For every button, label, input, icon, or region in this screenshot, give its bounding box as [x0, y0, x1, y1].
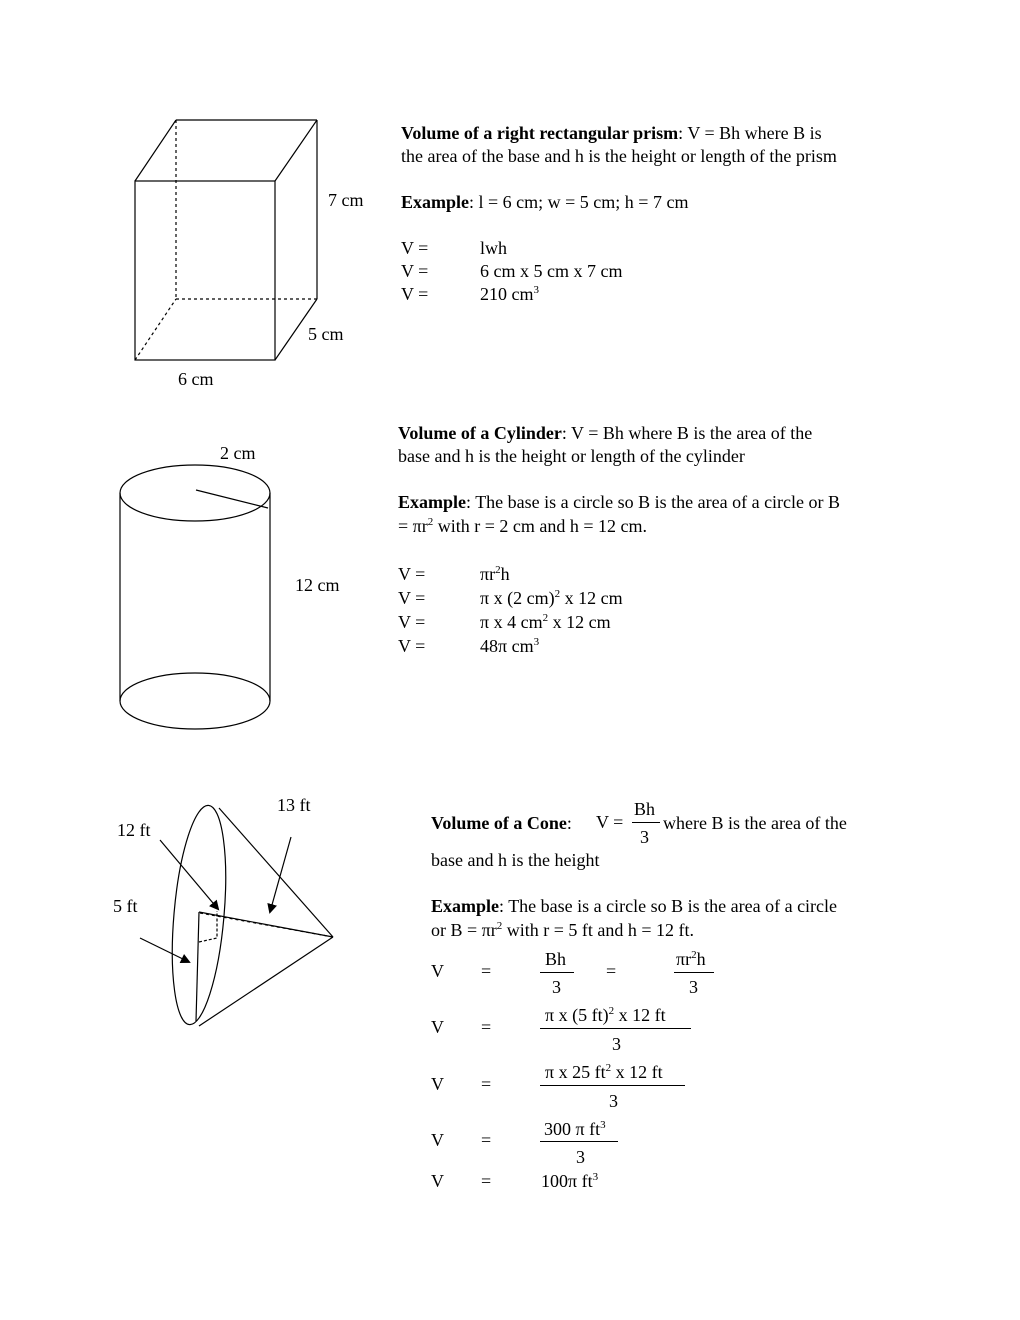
cylinder-example-text: : The base is a circle so B is the area of a circle or B: [466, 492, 841, 512]
cylinder-example-label: Example: [398, 492, 467, 512]
cone-step4-eq: =: [481, 1130, 492, 1150]
rectangular-prism-diagram: [135, 120, 317, 360]
prism-formula: : V = Bh where B is: [678, 123, 822, 143]
cone-label-arrows: [140, 837, 291, 962]
cylinder-radius-label: 2 cm: [220, 443, 256, 463]
cone-example-line2: or $B = \pi r^2$ with r = 5 ft and h = 12 ft.: [431, 920, 695, 940]
cone-step1-lhs: V: [431, 961, 444, 981]
cylinder-diagram: [120, 465, 270, 729]
cone-step1-num1: Bh: [545, 949, 567, 969]
cone-heading: [431, 814, 572, 832]
step-lhs: V =: [401, 261, 429, 281]
cylinder-example: [398, 491, 840, 514]
cylinder-example-line2: = $\pi r^2$ with r = 2 cm and h = 12 cm.: [398, 516, 648, 536]
cone-step3-den: 3: [609, 1091, 618, 1111]
cone-step1-bar1: [540, 972, 574, 973]
cone-step5-lhs: V: [431, 1171, 444, 1191]
prism-description: the area of the base and h is the height or length of the prism: [401, 146, 837, 166]
cone-description: base and h is the height: [431, 850, 600, 870]
step-lhs: V =: [401, 238, 429, 258]
cone-title-colon: :: [566, 813, 572, 833]
step-rhs: 6 cm x 5 cm x 7 cm: [480, 261, 623, 281]
prism-example-text: : l = 6 cm; w = 5 cm; h = 7 cm: [469, 192, 689, 212]
cone-title: Volume of a Cone: [431, 813, 567, 833]
cone-slant-label: 13 ft: [277, 795, 311, 815]
prism-heading: [401, 122, 822, 145]
step-rhs: lwh: [480, 238, 507, 258]
cone-step4-den: 3: [576, 1147, 585, 1167]
cone-step3-lhs: V: [431, 1074, 444, 1094]
cone-step1-bar2: [674, 972, 714, 973]
cone-step2-num: π x (5 ft)$^2$ x 12 ft: [545, 1005, 666, 1025]
cone-step1-den2: 3: [689, 977, 698, 997]
cone-formula-v: V =: [596, 812, 624, 832]
cone-step2-eq: =: [481, 1017, 492, 1037]
cylinder-height-label: 12 cm: [295, 575, 340, 595]
cylinder-heading: [398, 422, 812, 445]
cone-example-label: Example: [431, 896, 500, 916]
prism-length-label: 6 cm: [178, 369, 214, 389]
cone-step4-lhs: V: [431, 1130, 444, 1150]
cone-radius-label: 5 ft: [113, 896, 138, 916]
prism-title: Volume of a right rectangular prism: [401, 123, 679, 143]
cone-step5-eq: =: [481, 1171, 492, 1191]
step-rhs: π x (2 cm)$^2$ x 12 cm: [480, 588, 623, 608]
cylinder-formula: : V = Bh where B is the area of the: [561, 423, 813, 443]
step-lhs: V =: [398, 612, 426, 632]
cone-step4-num: 300 π $ft^3$: [544, 1119, 606, 1139]
cone-formula-denominator: 3: [640, 827, 649, 847]
cone-step3-bar: [540, 1085, 685, 1086]
cone-step2-bar: [540, 1028, 691, 1029]
cone-step1-eq2: =: [606, 961, 617, 981]
cone-example: [431, 897, 837, 915]
step-lhs: V =: [398, 588, 426, 608]
cone-step3-num: π x 25 $ft^2$ x 12 ft: [545, 1062, 663, 1082]
step-rhs: 48π $cm^3$: [480, 636, 540, 656]
cone-step1-eq: =: [481, 961, 492, 981]
prism-example-label: Example: [401, 192, 470, 212]
cone-formula-fraction-bar: [632, 822, 660, 823]
step-rhs: π x 4 $cm^2$ x 12 cm: [480, 612, 611, 632]
cone-step4-bar: [540, 1141, 618, 1142]
prism-example: [401, 191, 688, 214]
cone-diagram: [165, 803, 333, 1027]
step-lhs: V =: [398, 636, 426, 656]
prism-depth-label: 5 cm: [308, 324, 344, 344]
cone-step2-lhs: V: [431, 1017, 444, 1037]
step-lhs: V =: [401, 284, 429, 304]
step-lhs: V =: [398, 564, 426, 584]
prism-height-label: 7 cm: [328, 190, 364, 210]
cylinder-title: Volume of a Cylinder: [398, 423, 562, 443]
cone-step1-den1: 3: [552, 977, 561, 997]
cone-formula-numerator: Bh: [634, 799, 656, 819]
cone-step2-den: 3: [612, 1034, 621, 1054]
cone-height-label: 12 ft: [117, 820, 151, 840]
cone-step3-eq: =: [481, 1074, 492, 1094]
cone-example-text: : The base is a circle so B is the area of a circle: [499, 896, 838, 916]
cone-step1-num2: $\pi r^2h$: [676, 949, 706, 969]
cylinder-description: base and h is the height or length of the cylinder: [398, 446, 745, 466]
step-rhs: 210 $cm^3$: [480, 284, 539, 304]
step-rhs: $\pi r^2h$: [480, 564, 510, 584]
cone-step5-result: 100π $ft^3$: [541, 1171, 599, 1191]
cone-formula-tail: where B is the area of the: [663, 813, 847, 833]
